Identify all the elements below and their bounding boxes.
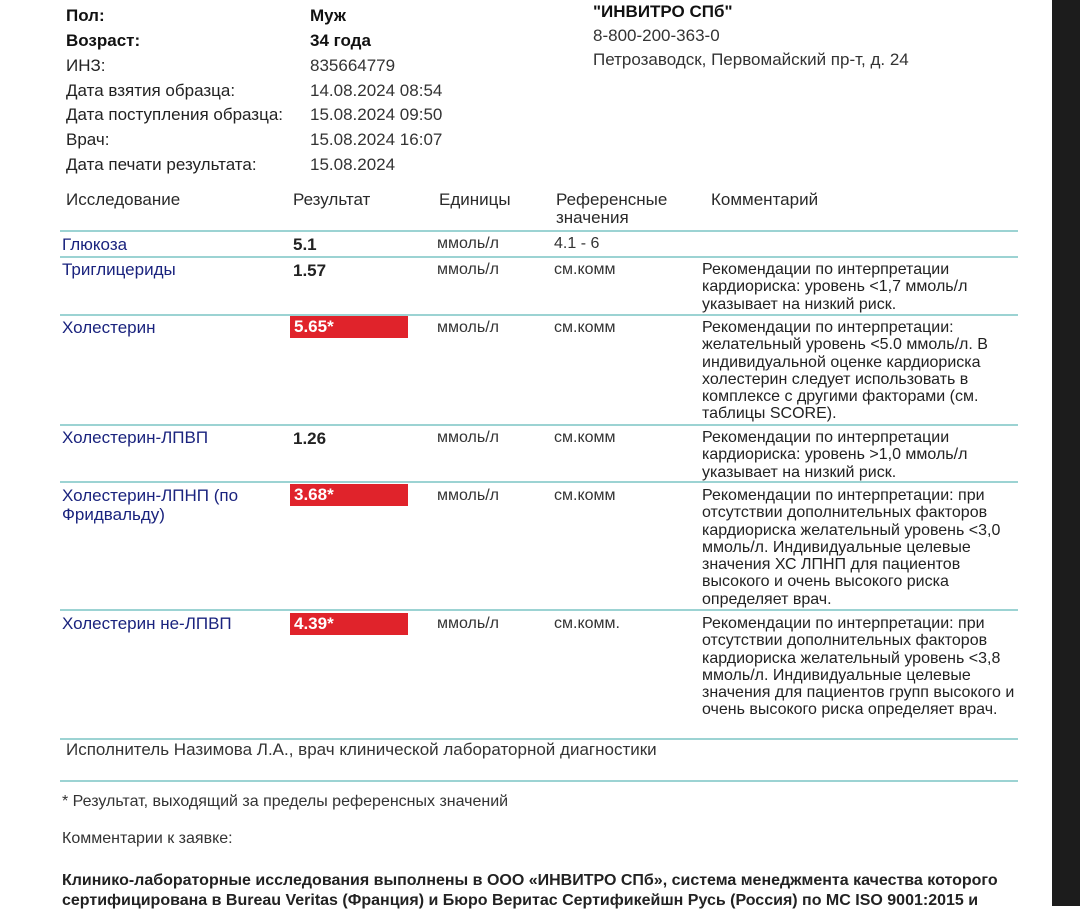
executor: Исполнитель Назимова Л.А., врач клинической лабораторной диагностики	[66, 740, 657, 759]
comments-label: Комментарии к заявке:	[62, 830, 233, 847]
test-name: Холестерин-ЛПВП	[62, 428, 209, 447]
result-flagged: 4.39*	[290, 613, 408, 635]
test-result: 1.57	[293, 261, 327, 280]
lab-address: Петрозаводск, Первомайский пр-т, д. 24	[593, 50, 909, 69]
sample-taken-value: 14.08.2024 08:54	[310, 81, 443, 100]
row-divider	[60, 256, 1018, 258]
sex-label: Пол:	[66, 6, 105, 25]
test-units: ммоль/л	[437, 615, 499, 632]
inz-value: 835664779	[310, 56, 396, 75]
result-flagged: 5.65*	[290, 316, 408, 338]
test-name: Глюкоза	[62, 235, 128, 254]
header-comment: Комментарий	[711, 190, 819, 209]
row-divider	[60, 230, 1018, 232]
test-reference: 4.1 - 6	[554, 235, 600, 252]
result-flagged: 3.68*	[290, 484, 408, 506]
age-value: 34 года	[310, 31, 371, 50]
test-name: Холестерин не-ЛПВП	[62, 614, 232, 633]
footnote: * Результат, выходящий за пределы референсных значений	[62, 793, 509, 810]
test-name: Холестерин-ЛПНП (по Фридвальду)	[62, 486, 239, 524]
certification-line-2: сертифицирована в Bureau Veritas (Франция) и Бюро Веритас Сертификейшн Русь (Россия) по МС ISO 9001:2015 и	[62, 892, 979, 909]
test-reference: см.комм	[554, 487, 616, 504]
test-reference: см.комм	[554, 429, 616, 446]
row-divider	[60, 780, 1018, 782]
test-reference: см.комм	[554, 319, 616, 336]
print-date-value: 15.08.2024	[310, 155, 396, 174]
header-units: Единицы	[439, 190, 511, 209]
test-reference: см.комм	[554, 261, 616, 278]
test-comment: Рекомендации по интерпретации: при отсутствии дополнительных факторов кардиориска желательный уровень <3,0 ммоль/л. Индивидуальные целевые значения ХС ЛПНП для пациентов высокого и очень высокого риска определяет врач.	[702, 487, 1001, 608]
test-name: Холестерин	[62, 318, 156, 337]
test-units: ммоль/л	[437, 319, 499, 336]
doctor-label: Врач:	[66, 130, 110, 149]
lab-name: "ИНВИТРО СПб"	[593, 2, 733, 21]
test-comment: Рекомендации по интерпретации: желательный уровень <5.0 ммоль/л. В индивидуальной оценке кардиориска холестерин следует использовать в комплексе с другими факторами (см. таблицы SCORE).	[702, 319, 988, 423]
doctor-value: 15.08.2024 16:07	[310, 130, 443, 149]
test-comment: Рекомендации по интерпретации: при отсутствии дополнительных факторов кардиориска желательный уровень <3,8 ммоль/л. Индивидуальные целевые значения для пациентов групп высокого и очень высокого риска определяет врач.	[702, 615, 1015, 719]
certification-line-1: Клинико-лабораторные исследования выполнены в ООО «ИНВИТРО СПб», система менеджмента качества которого	[62, 872, 998, 889]
test-units: ммоль/л	[437, 487, 499, 504]
test-comment: Рекомендации по интерпретации кардиориска: уровень <1,7 ммоль/л указывает на низкий риск.	[702, 261, 968, 313]
test-comment: Рекомендации по интерпретации кардиориска: уровень >1,0 ммоль/л указывает на низкий риск.	[702, 429, 968, 481]
page-edge	[1052, 0, 1080, 906]
age-label: Возраст:	[66, 31, 141, 50]
test-result: 1.26	[293, 429, 327, 448]
header-reference-2: значения	[556, 208, 629, 227]
header-test: Исследование	[66, 190, 181, 209]
inz-label: ИНЗ:	[66, 56, 106, 75]
sex-value: Муж	[310, 6, 346, 25]
sample-received-label: Дата поступления образца:	[66, 105, 284, 124]
test-units: ммоль/л	[437, 261, 499, 278]
test-name: Триглицериды	[62, 260, 176, 279]
test-result: 5.1	[293, 235, 317, 254]
row-divider	[60, 609, 1018, 611]
test-units: ммоль/л	[437, 429, 499, 446]
print-date-label: Дата печати результата:	[66, 155, 257, 174]
header-result: Результат	[293, 190, 371, 209]
sample-taken-label: Дата взятия образца:	[66, 81, 236, 100]
row-divider	[60, 424, 1018, 426]
sample-received-value: 15.08.2024 09:50	[310, 105, 443, 124]
row-divider	[60, 314, 1018, 316]
row-divider	[60, 481, 1018, 483]
test-reference: см.комм.	[554, 615, 620, 632]
lab-phone: 8-800-200-363-0	[593, 26, 720, 45]
test-units: ммоль/л	[437, 235, 499, 252]
header-reference-1: Референсные	[556, 190, 668, 209]
